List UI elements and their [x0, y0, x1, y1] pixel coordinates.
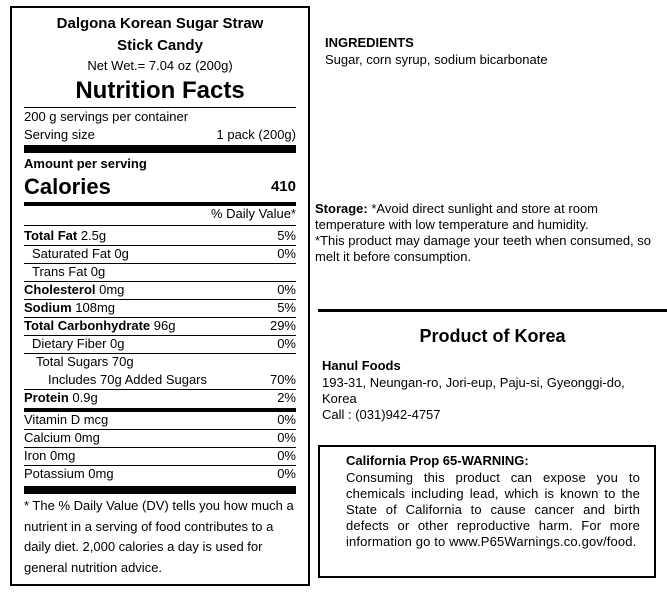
nutrient-amount: Dietary Fiber 0g: [32, 336, 125, 351]
nutrient-daily-value: 0%: [277, 246, 296, 261]
company-phone: Call : (031)942-4757: [322, 407, 441, 422]
nutrient-row: [24, 300, 296, 316]
nutrient-label-bold: Total Carbonhydrate: [24, 318, 151, 333]
ingredients-text: Sugar, corn syrup, sodium bicarbonate: [325, 52, 548, 67]
nutrient-amount: Potassium 0mg: [24, 466, 114, 481]
nutrient-amount: 0.9g: [68, 390, 98, 405]
divider: [24, 107, 296, 108]
serving-size-row: [24, 127, 296, 143]
nutrient-label: [24, 412, 108, 427]
serving-size-value: 1 pack (200g): [216, 127, 296, 142]
nutrient-label-bold: Protein: [24, 390, 69, 405]
calories-row: [24, 174, 296, 200]
nutrient-label-bold: Sodium: [24, 300, 72, 315]
nutrient-daily-value: 5%: [277, 228, 296, 243]
nutrient-row: [24, 228, 296, 244]
nutrient-daily-value: 0%: [277, 336, 296, 351]
product-name-line1: Dalgona Korean Sugar Straw: [56, 15, 264, 32]
nutrient-row: [24, 448, 296, 464]
nutrient-label: [24, 246, 129, 261]
storage-block: [315, 201, 665, 265]
ingredients-title: INGREDIENTS: [325, 35, 414, 50]
company-address: 193-31, Neungan-ro, Jori-eup, Paju-si, Gyeonggi-do, Korea: [322, 375, 625, 406]
nutrient-daily-value: 0%: [277, 430, 296, 445]
nutrient-row: [24, 336, 296, 352]
nutrient-amount: Total Sugars 70g: [36, 354, 134, 369]
nutrient-label: [24, 318, 175, 333]
nutrient-label-bold: Cholesterol: [24, 282, 96, 297]
nutrient-daily-value: 0%: [277, 466, 296, 481]
nutrient-row: [24, 264, 296, 280]
nutrient-row: [24, 354, 296, 370]
nutrient-amount: Includes 70g Added Sugars: [48, 372, 208, 387]
nutrient-amount: Trans Fat 0g: [32, 264, 106, 279]
nutrient-label: [24, 264, 105, 279]
nutrient-row: [24, 318, 296, 334]
nutrient-label: [24, 336, 124, 351]
nutrient-daily-value: 70%: [269, 372, 296, 387]
nutrient-daily-value: 29%: [269, 318, 296, 333]
nutrient-row: [24, 246, 296, 262]
prop65-warning-box: [318, 445, 656, 578]
amount-per-serving: Amount per serving: [24, 156, 147, 171]
nutrient-amount: Calcium 0mg: [24, 430, 100, 445]
daily-value-footnote: * The % Daily Value (DV) tells you how much a nutrient in a serving of food contributes to a daily diet. 2,000 calories a day is used for general nutrition advice.: [24, 498, 294, 575]
warning-text: Consuming this product can expose you to chemicals including lead, which is known to the State of California to cause cancer and birth defects or other reproductive harm. For more information go to www.P65Warnings.co.gov/food.: [346, 470, 640, 549]
nutrient-row: [24, 430, 296, 446]
nutrient-daily-value: 0%: [277, 448, 296, 463]
product-of-korea: Product of Korea: [419, 326, 566, 346]
nutrient-label: [24, 430, 100, 445]
storage-text: *Avoid direct sunlight and store at room temperature with low temperature and humidity.: [315, 201, 599, 232]
nutrition-facts-heading: Nutrition Facts: [75, 77, 245, 104]
origin-divider: [318, 309, 667, 312]
storage-label: Storage:: [315, 201, 368, 216]
daily-value-header: % Daily Value*: [210, 206, 296, 221]
nutrient-row: [24, 282, 296, 298]
nutrient-amount: Saturated Fat 0g: [32, 246, 129, 261]
nutrient-amount: Vitamin D mcg: [24, 412, 109, 427]
calories-label: Calories: [24, 174, 111, 199]
nutrient-row: [24, 412, 296, 428]
company-name: Hanul Foods: [322, 358, 401, 373]
divider: [24, 225, 296, 226]
nutrient-amount: Iron 0mg: [24, 448, 76, 463]
nutrient-amount: 96g: [150, 318, 176, 333]
nutrient-label: [24, 282, 124, 297]
nutrient-row: [24, 466, 296, 482]
nutrient-amount: 0mg: [95, 282, 125, 297]
nutrient-label: [24, 448, 75, 463]
calories-value: 410: [270, 178, 296, 195]
storage-note: *This product may damage your teeth when consumed, so melt it before consumption.: [315, 233, 652, 264]
warning-title: California Prop 65-WARNING:: [346, 453, 529, 468]
serving-size-label: Serving size: [24, 127, 95, 142]
product-name-line2: Stick Candy: [117, 37, 203, 54]
nutrient-label: [24, 466, 114, 481]
nutrient-amount: 108mg: [71, 300, 116, 315]
nutrient-label: [24, 300, 115, 315]
nutrient-label: [24, 354, 134, 369]
nutrient-label: [24, 372, 207, 387]
nutrient-row: [24, 372, 296, 388]
nutrient-label: [24, 390, 98, 405]
nutrient-amount: 2.5g: [77, 228, 107, 243]
servings-per-container: 200 g servings per container: [24, 109, 189, 124]
nutrient-label: [24, 228, 106, 243]
net-weight: Net Wet.= 7.04 oz (200g): [87, 58, 233, 73]
nutrient-daily-value: 2%: [277, 390, 296, 405]
nutrient-daily-value: 5%: [277, 300, 296, 315]
nutrient-daily-value: 0%: [277, 412, 296, 427]
nutrition-facts-panel: [10, 6, 310, 586]
nutrient-row: [24, 390, 296, 406]
divider-thick: [24, 145, 296, 153]
divider-thick: [24, 486, 296, 494]
nutrient-daily-value: 0%: [277, 282, 296, 297]
nutrient-label-bold: Total Fat: [24, 228, 78, 243]
